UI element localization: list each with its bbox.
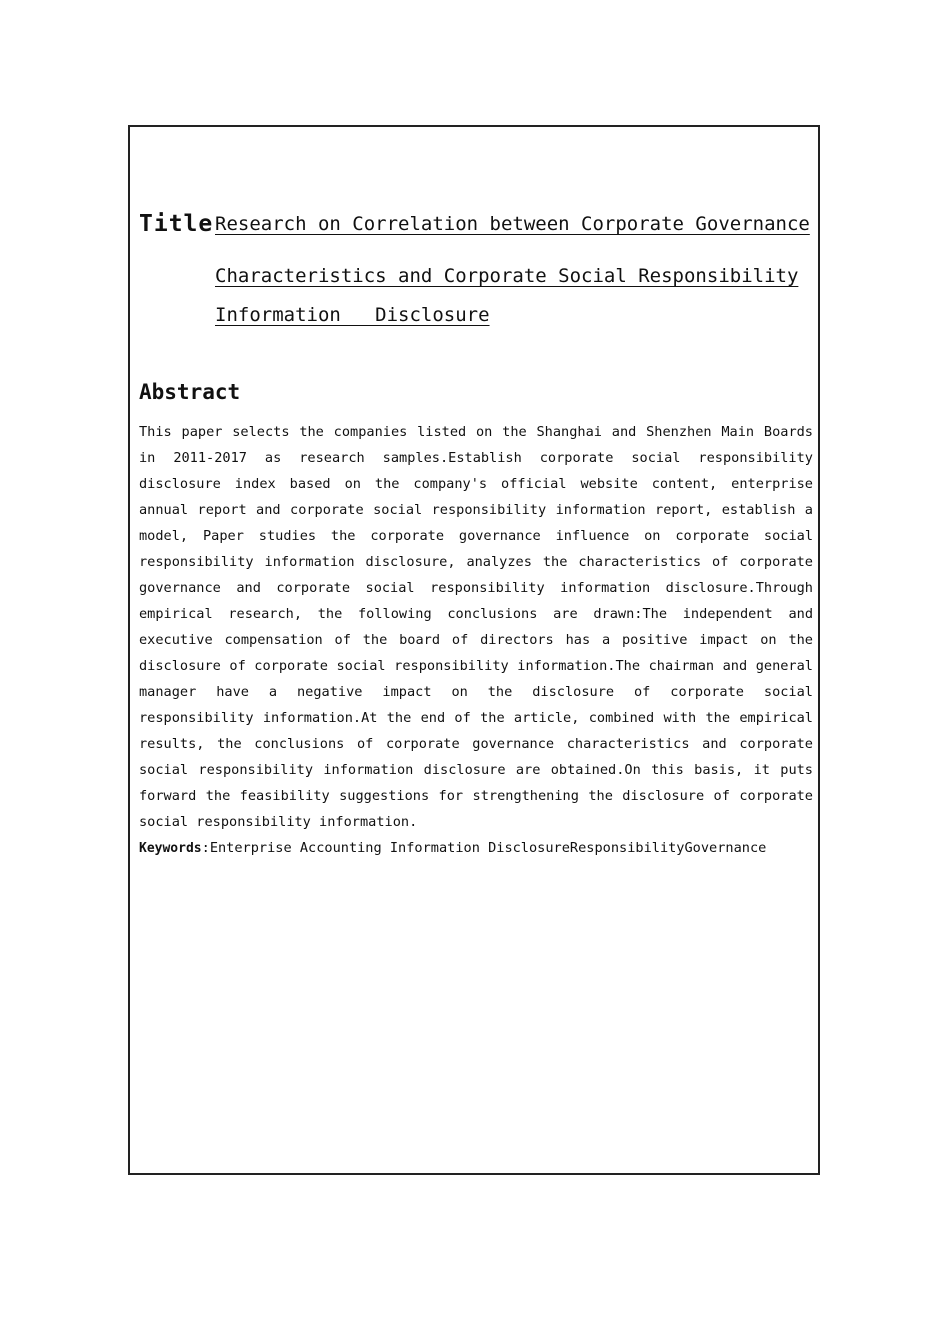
title-label: Title (139, 211, 214, 237)
title-line-3: Information Disclosure (215, 304, 490, 326)
keywords-line (139, 835, 813, 862)
abstract-body: This paper selects the companies listed on the Shanghai and Shenzhen Main Boards in 2011-2017 as research samples.Establish corporate social responsibility disclosure index based on the company's official website content, enterprise annual report and corporate social responsibility information report, establish a model, Paper studies the corporate governance influence on corporate social responsibility information disclosure, analyzes the characteristics of corporate governance and corporate social responsibility information disclosure.Through empirical research, the following conclusions are drawn:The independent and executive compensation of the board of directors has a positive impact on the disclosure of corporate social responsibility information.The chairman and general manager have a negative impact on the disclosure of corporate social responsibility information.At the end of the article, combined with the empirical results, the conclusions of corporate governance characteristics and corporate social responsibility information disclosure are obtained.On this basis, it puts forward the feasibility suggestions for strengthening the disclosure of corporate social responsibility information. (139, 424, 813, 830)
keywords-separator: : (201, 840, 210, 856)
page-frame (128, 125, 820, 1175)
title-line-1: Research on Correlation between Corporate Governance (215, 213, 810, 235)
title-line-2: Characteristics and Corporate Social Responsibility (215, 265, 799, 287)
keywords-text: Enterprise Accounting Information DisclosureResponsibilityGovernance (209, 840, 767, 856)
keywords-label: Keywords (139, 841, 202, 856)
abstract-heading: Abstract (139, 380, 241, 404)
